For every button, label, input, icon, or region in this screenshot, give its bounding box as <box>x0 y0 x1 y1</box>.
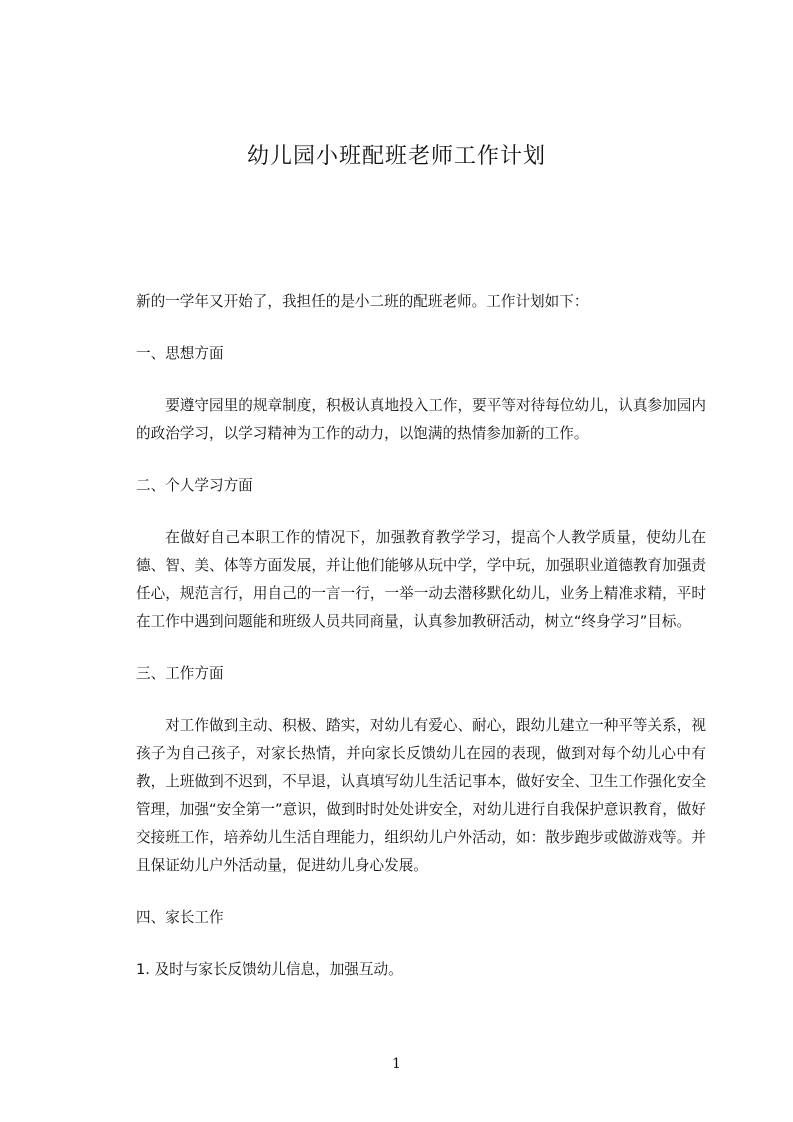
section-heading-work: 三、工作方面 <box>136 665 224 682</box>
section-paragraph-thought: 要遵守园里的规章制度，积极认真地投入工作，要平等对待每位幼儿，认真参加园内的政治学习，以学习精神为工作的动力，以饱满的热情参加新的工作。 <box>136 397 706 442</box>
section-heading-parents: 四、家长工作 <box>136 909 224 926</box>
section-paragraph-study: 在做好自己本职工作的情况下，加强教育教学学习，提高个人教学质量，使幼儿在德、智、美、体等方面发展，并让他们能够从玩中学，学中玩，加强职业道德教育加强责任心，规范言行，用自己的一言一行，一举一动去潜移默化幼儿，业务上精准求精，平时在工作中遇到问题能和班级人员共同商量，认真参加教研活动，树立“终身学习”目标。 <box>136 529 706 630</box>
section-heading-thought: 一、思想方面 <box>136 345 224 362</box>
section-paragraph-work: 对工作做到主动、积极、踏实，对幼儿有爱心、耐心，跟幼儿建立一种平等关系，视孩子为自己孩子，对家长热情，并向家长反馈幼儿在园的表现，做到对每个幼儿心中有教，上班做到不迟到，不早退，认真填写幼儿生活记事本，做好安全、卫生工作强化安全管理，加强“安全第一”意识，做到时时处处讲安全，对幼儿进行自我保护意识教育，做好交接班工作，培养幼儿生活自理能力，组织幼儿户外活动，如：散步跑步或做游戏等。并且保证幼儿户外活动量，促进幼儿身心发展。 <box>136 717 706 874</box>
page-number: 1 <box>392 1056 401 1072</box>
section-paragraph-parents: 1. 及时与家长反馈幼儿信息，加强互动。 <box>136 961 403 978</box>
section-heading-study: 二、个人学习方面 <box>136 477 253 494</box>
document-body <box>136 288 706 984</box>
intro-paragraph: 新的一学年又开始了，我担任的是小二班的配班老师。工作计划如下： <box>136 293 589 310</box>
document-title: 幼儿园小班配班老师工作计划 <box>246 144 546 169</box>
